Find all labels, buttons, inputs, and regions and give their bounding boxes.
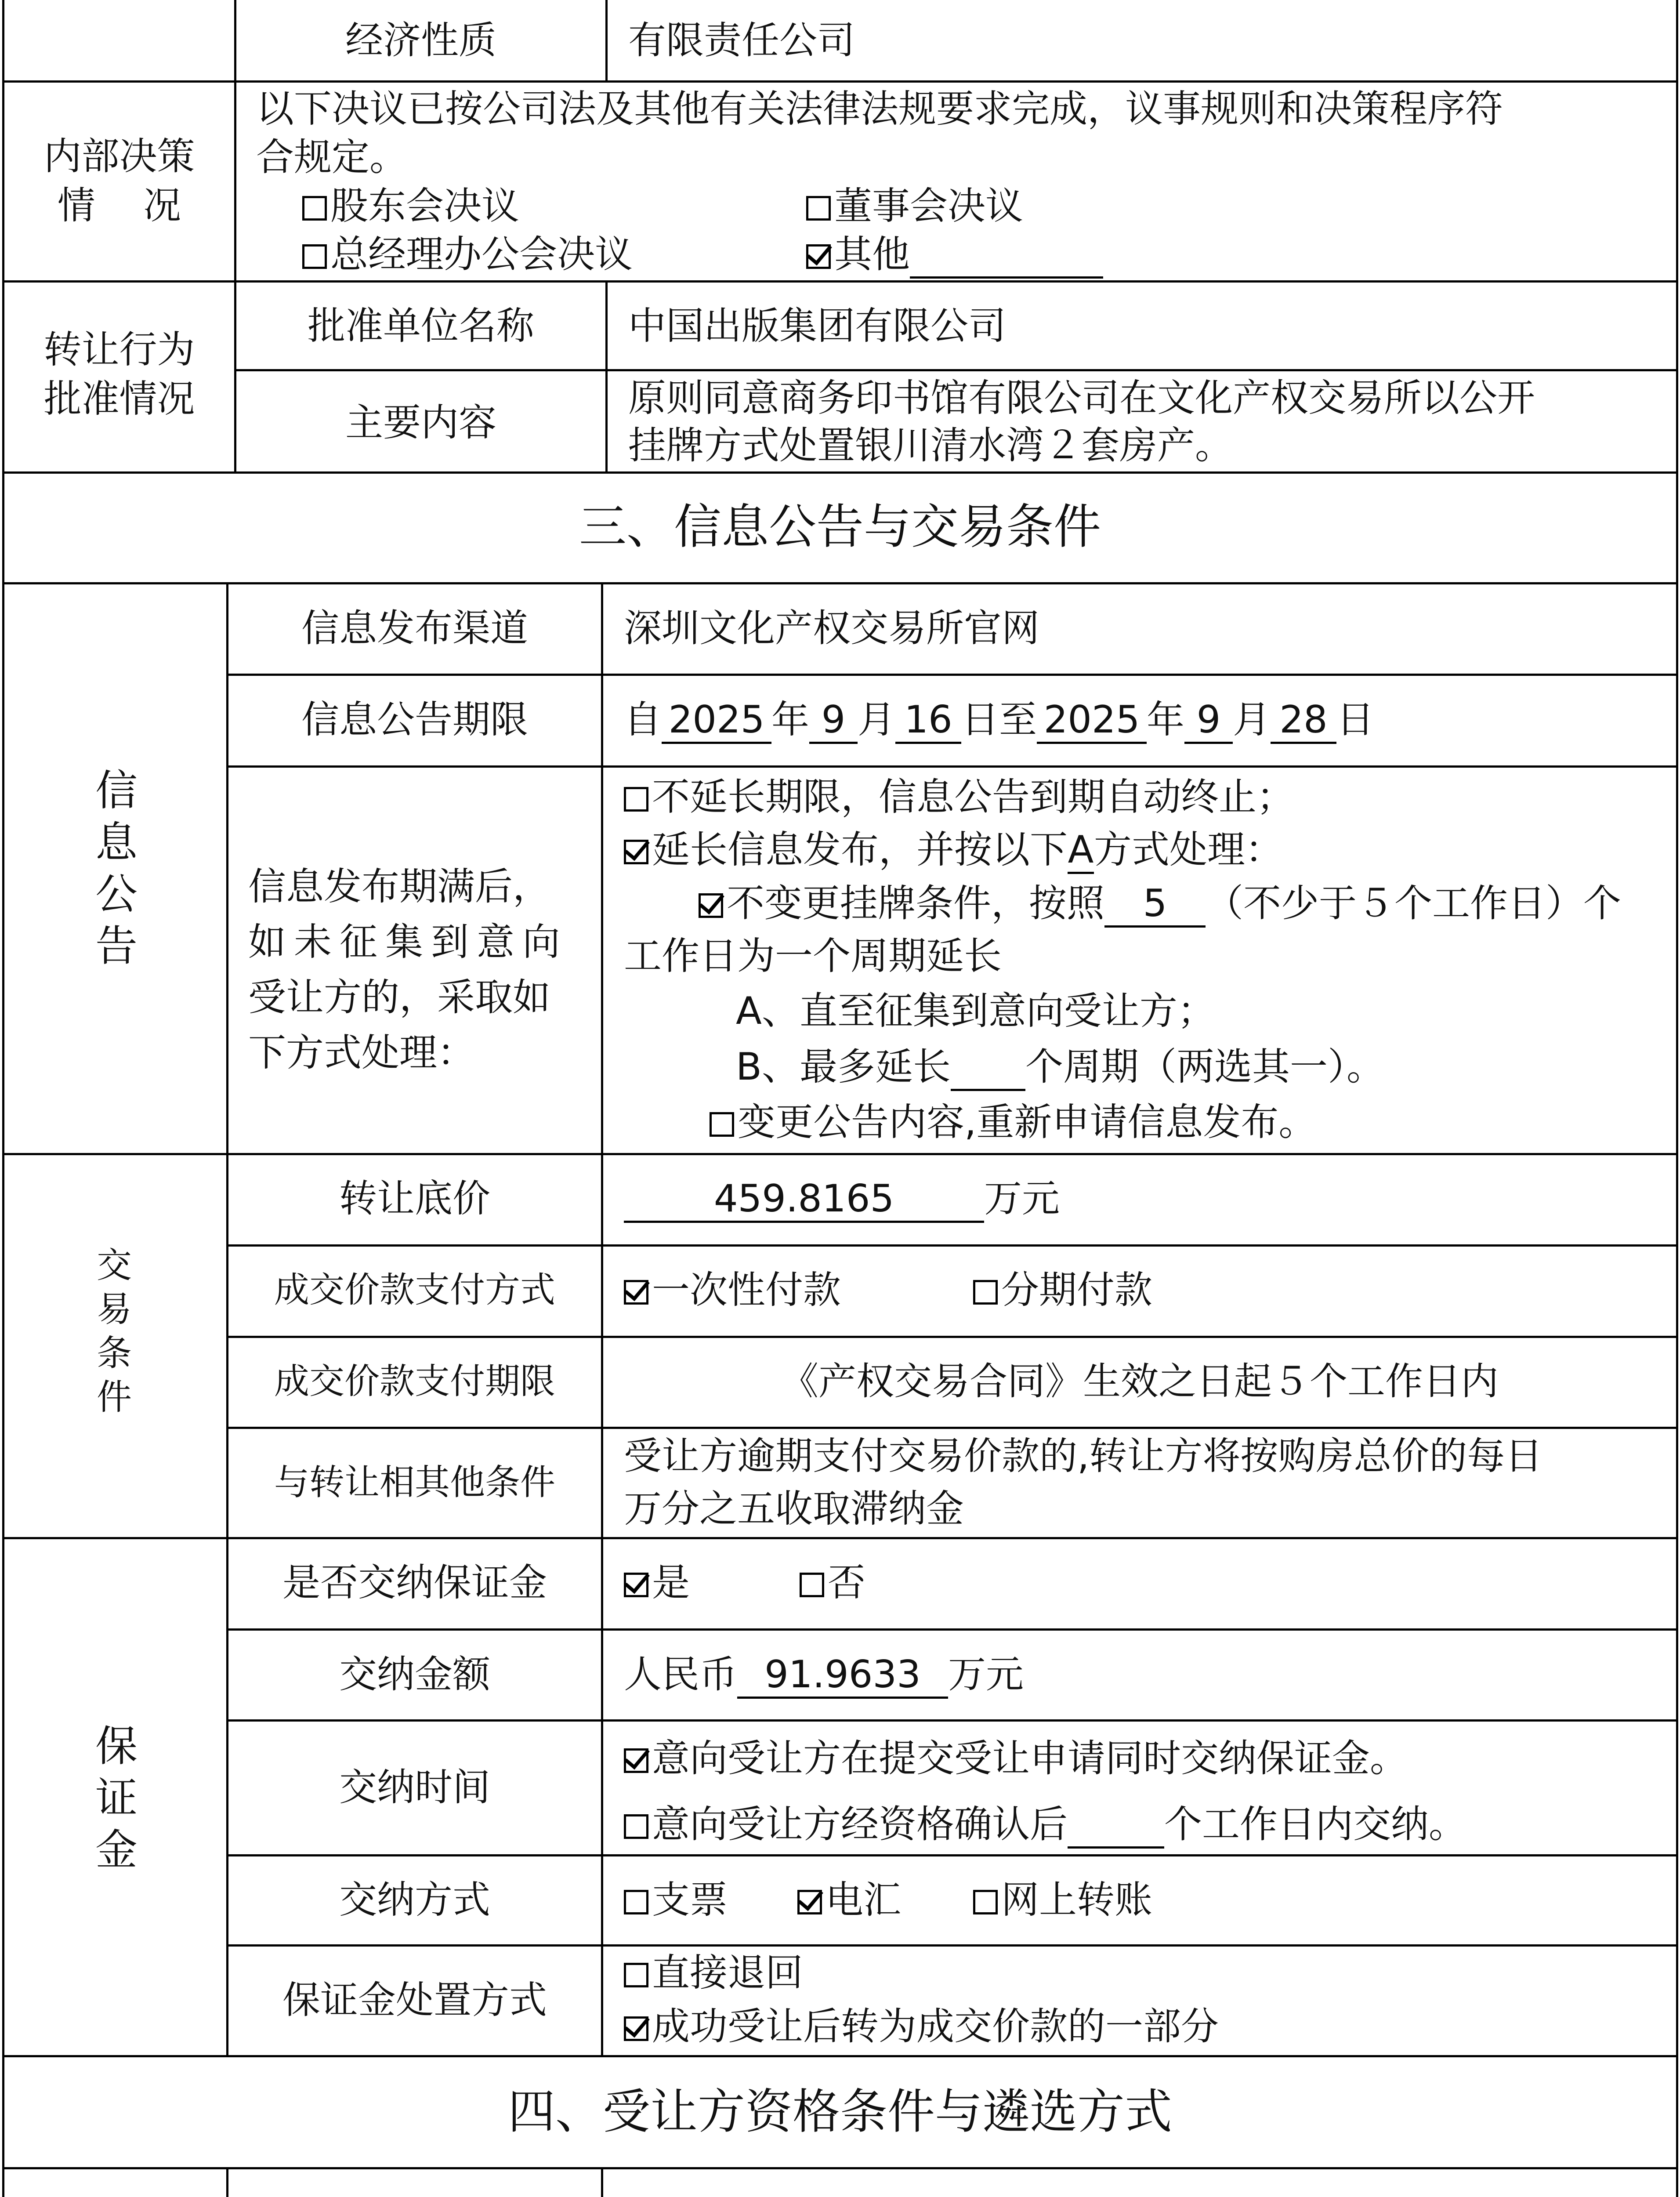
trade-pay-install[interactable]: 分期付款 xyxy=(973,1265,1152,1315)
opt-no-extend[interactable]: 不延长期限，信息公告到期自动终止； xyxy=(624,772,1294,822)
trade-group-label: 交易条件 xyxy=(97,1245,132,1418)
hline xyxy=(2,280,1678,283)
opt-nochange-line2: 工作日为一个周期延长 xyxy=(624,934,1002,978)
economic-nature-label: 经济性质 xyxy=(345,18,496,62)
checkbox-icon[interactable] xyxy=(800,1573,824,1597)
approval-unit-label: 批准单位名称 xyxy=(308,304,534,348)
checkbox-checked-icon[interactable] xyxy=(624,1573,648,1597)
trade-pay-lump[interactable]: 一次性付款 xyxy=(624,1265,841,1315)
hline xyxy=(226,1336,1678,1338)
checkbox-icon[interactable] xyxy=(624,787,648,812)
checkbox-icon[interactable] xyxy=(973,1890,998,1914)
hline xyxy=(226,1244,1678,1247)
deposit-required-label: 是否交纳保证金 xyxy=(282,1561,547,1605)
info-channel-label: 信息发布渠道 xyxy=(301,606,528,650)
hline xyxy=(2,471,1678,474)
vline xyxy=(605,280,608,472)
trade-pay-deadline-label: 成交价款支付期限 xyxy=(274,1361,555,1402)
opt-manager[interactable]: 总经理办公会决议 xyxy=(302,230,633,279)
approval-content-line1: 原则同意商务印书馆有限公司在文化产权交易所以公开 xyxy=(628,376,1535,420)
info-period-value: 自 2025 年 9 月 16 日至 2025 年 9 月 28 日 xyxy=(624,695,1374,744)
vline xyxy=(226,2167,228,2197)
deposit-method-online[interactable]: 网上转账 xyxy=(973,1875,1152,1925)
opt-board[interactable]: 董事会决议 xyxy=(806,181,1023,231)
approval-unit-value: 中国出版集团有限公司 xyxy=(628,304,1006,348)
deposit-time-opt2[interactable]: 意向受让方经资格确认后 个工作日内交纳。 xyxy=(624,1800,1466,1849)
deposit-yes[interactable]: 是 xyxy=(624,1558,690,1607)
deposit-amount-label: 交纳金额 xyxy=(339,1653,490,1697)
internal-decision-text-line2: 合规定。 xyxy=(256,135,407,179)
deposit-disposal-opt1[interactable]: 直接退回 xyxy=(624,1948,803,1998)
checkbox-checked-icon[interactable] xyxy=(624,840,648,864)
internal-decision-text-line1: 以下决议已按公司法及其他有关法律法规要求完成，议事规则和决策程序符 xyxy=(256,87,1503,131)
internal-decision-label: 内部决策 情 况 xyxy=(43,134,195,228)
section4-title: 四、受让方资格条件与遴选方式 xyxy=(507,2085,1172,2139)
trade-other-line2: 万分之五收取滞纳金 xyxy=(624,1487,964,1531)
deposit-time-opt1[interactable]: 意向受让方在提交受让申请同时交纳保证金。 xyxy=(624,1734,1408,1783)
opt-extend[interactable]: 延长信息发布，并按以下A方式处理： xyxy=(624,825,1283,874)
checkbox-checked-icon[interactable] xyxy=(806,244,831,269)
trade-other-label: 与转让相其他条件 xyxy=(274,1462,555,1503)
border-right xyxy=(1676,0,1678,2197)
checkbox-icon[interactable] xyxy=(624,1890,648,1914)
checkbox-checked-icon[interactable] xyxy=(624,1748,648,1773)
deposit-no[interactable]: 否 xyxy=(800,1558,865,1607)
deposit-amount-value: 人民币 91.9633 万元 xyxy=(624,1650,1024,1699)
hline xyxy=(234,369,1678,371)
opt-nochange[interactable]: 不变更挂牌条件，按照 5 （不少于５个工作日）个 xyxy=(699,879,1621,928)
mode-b-blank[interactable] xyxy=(951,1045,1025,1091)
hline xyxy=(226,1628,1678,1631)
hline xyxy=(2,80,1678,83)
checkbox-checked-icon[interactable] xyxy=(699,893,723,918)
vline xyxy=(226,582,228,2056)
checkbox-checked-icon[interactable] xyxy=(624,1280,648,1305)
vline xyxy=(601,2167,603,2197)
checkbox-checked-icon[interactable] xyxy=(624,2016,648,2041)
deposit-method-wire[interactable]: 电汇 xyxy=(797,1875,901,1925)
checkbox-icon[interactable] xyxy=(302,244,327,269)
hline xyxy=(2,582,1678,584)
approval-label: 转让行为 批准情况 xyxy=(43,328,195,421)
deposit-disposal-opt2[interactable]: 成功受让后转为成交价款的一部分 xyxy=(624,2002,1219,2051)
trade-pay-deadline-value: 《产权交易合同》生效之日起５个工作日内 xyxy=(781,1360,1499,1403)
checkbox-icon[interactable] xyxy=(806,196,831,221)
deposit-group-label: 保证金 xyxy=(95,1722,138,1874)
approval-content-label: 主要内容 xyxy=(345,401,496,445)
opt-other[interactable]: 其他 xyxy=(806,230,1103,279)
mode-b: B、最多延长 个周期（两选其一）。 xyxy=(736,1042,1384,1091)
opt-shareholders[interactable]: 股东会决议 xyxy=(302,181,519,231)
trade-price-value: 459.8165 万元 xyxy=(624,1174,1060,1223)
section3-title: 三、信息公告与交易条件 xyxy=(579,500,1101,555)
hline xyxy=(2,1537,1678,1539)
trade-price-label: 转让底价 xyxy=(339,1177,490,1221)
trade-pay-method-label: 成交价款支付方式 xyxy=(274,1269,555,1310)
hline xyxy=(226,1944,1678,1947)
deposit-method-check[interactable]: 支票 xyxy=(624,1875,728,1925)
economic-nature-value: 有限责任公司 xyxy=(628,18,855,62)
checkbox-icon[interactable] xyxy=(302,196,327,221)
other-blank[interactable] xyxy=(910,232,1103,279)
info-channel-value: 深圳文化产权交易所官网 xyxy=(624,606,1039,650)
deposit-disposal-label: 保证金处置方式 xyxy=(282,1978,547,2022)
trade-other-line1: 受让方逾期支付交易价款的,转让方将按购房总价的每日 xyxy=(624,1434,1543,1478)
mode-a: A、直至征集到意向受让方； xyxy=(736,989,1215,1033)
hline xyxy=(2,2055,1678,2057)
approval-content-line2: 挂牌方式处置银川清水湾２套房产。 xyxy=(628,424,1233,468)
hline xyxy=(226,1427,1678,1429)
opt-change[interactable]: 变更公告内容,重新申请信息发布。 xyxy=(710,1098,1316,1147)
hline xyxy=(2,2167,1678,2169)
hline xyxy=(2,1153,1678,1155)
deposit-method-label: 交纳方式 xyxy=(339,1878,490,1922)
hline xyxy=(226,1719,1678,1722)
info-period-label: 信息公告期限 xyxy=(301,698,528,742)
checkbox-icon[interactable] xyxy=(624,1814,648,1839)
checkbox-icon[interactable] xyxy=(624,1963,648,1987)
vline xyxy=(605,0,608,81)
info-expiry-label: 信息发布期满后， 如未征集到意向 受让方的，采取如 下方式处理： xyxy=(248,865,568,1075)
hline xyxy=(226,674,1678,676)
checkbox-checked-icon[interactable] xyxy=(797,1890,822,1914)
vline xyxy=(601,582,603,2056)
deposit-days-blank[interactable] xyxy=(1068,1802,1164,1849)
hline xyxy=(226,1854,1678,1856)
info-group-label: 信息公告 xyxy=(95,766,138,971)
deposit-time-label: 交纳时间 xyxy=(339,1766,490,1809)
hline xyxy=(226,765,1678,768)
checkbox-icon[interactable] xyxy=(710,1112,734,1137)
checkbox-icon[interactable] xyxy=(973,1280,998,1305)
